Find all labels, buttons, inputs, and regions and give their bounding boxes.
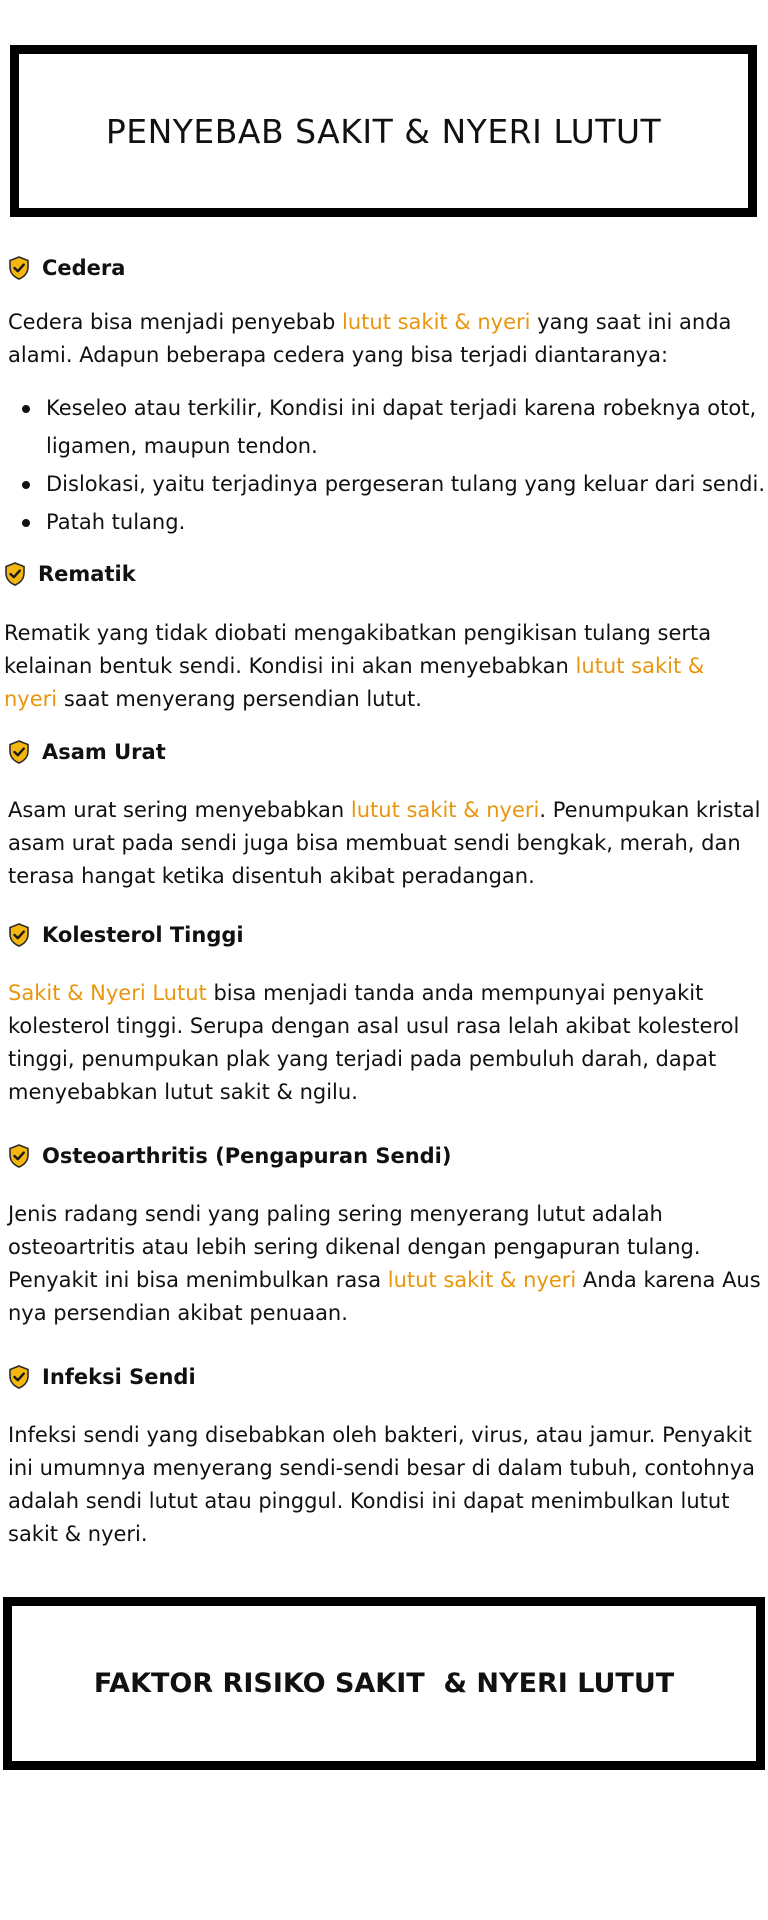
section-heading-label: Asam Urat xyxy=(42,740,166,764)
highlight-link: lutut sakit & nyeri xyxy=(4,654,705,711)
section-text-infeksi: Infeksi sendi yang disebabkan oleh bakteri, virus, atau jamur. Penyakit ini umumnya menyerang sendi-sendi besar di dalam tubuh, contohnya adalah sendi lutut atau pinggul. Kondisi ini dapat menimbulkan lutut sakit & nyeri. xyxy=(8,1423,756,1546)
list-item: Dislokasi, yaitu terjadinya pergeseran tulang yang keluar dari sendi. xyxy=(10,465,768,503)
section-text-kolesterol: Sakit & Nyeri Lutut bisa menjadi tanda anda mempunyai penyakit kolesterol tinggi. Serupa dengan asal usul rasa lelah akibat kolesterol tinggi, penumpukan plak yang terjadi pada pembuluh darah, dapat menyebabkan lutut sakit & ngilu. xyxy=(8,981,740,1104)
shield-check-icon xyxy=(8,923,30,947)
highlight-link: Sakit & Nyeri Lutut xyxy=(8,981,207,1005)
highlight-link: lutut sakit & nyeri xyxy=(350,798,540,822)
footer-title-box xyxy=(3,1597,765,1770)
shield-check-icon xyxy=(8,1365,30,1389)
highlight-link: lutut sakit & nyeri xyxy=(387,1268,577,1292)
section-heading-cedera xyxy=(8,256,125,280)
list-item: Keseleo atau terkilir, Kondisi ini dapat terjadi karena robeknya otot, ligamen, maupun tendon. xyxy=(10,389,768,465)
shield-check-icon xyxy=(8,1144,30,1168)
section-heading-label: Rematik xyxy=(38,562,136,586)
section-text-cedera: Cedera bisa menjadi penyebab lutut sakit & nyeri yang saat ini anda alami. Adapun beberapa cedera yang bisa terjadi diantaranya: xyxy=(8,310,732,367)
section-heading-kolesterol xyxy=(8,923,244,947)
header-title-box xyxy=(10,45,757,217)
section-heading-rematik xyxy=(4,562,136,586)
section-text-osteoarthritis: Jenis radang sendi yang paling sering menyerang lutut adalah osteoartritis atau lebih sering dikenal dengan pengapuran tulang. Penyakit ini bisa menimbulkan rasa lutut sakit & nyeri Anda karena Aus nya persendian akibat penuaan. xyxy=(8,1202,761,1325)
section-heading-osteoarthritis xyxy=(8,1144,451,1168)
shield-check-icon xyxy=(8,740,30,764)
section-heading-label: Kolesterol Tinggi xyxy=(42,923,244,947)
cedera-bullet-list xyxy=(10,389,768,541)
section-title-risk-factors: FAKTOR RISIKO SAKIT & NYERI LUTUT xyxy=(93,1668,675,1699)
shield-check-icon xyxy=(4,562,26,586)
page-title: PENYEBAB SAKIT & NYERI LUTUT xyxy=(105,111,662,151)
section-heading-asam-urat xyxy=(8,740,166,764)
section-heading-label: Cedera xyxy=(42,256,126,280)
section-heading-label: Infeksi Sendi xyxy=(42,1365,196,1389)
section-heading-label: Osteoarthritis (Pengapuran Sendi) xyxy=(42,1144,452,1168)
section-text-rematik: Rematik yang tidak diobati mengakibatkan pengikisan tulang serta kelainan bentuk sendi. Kondisi ini akan menyebabkan lutut sakit & nyeri saat menyerang persendian lutut. xyxy=(4,621,712,711)
section-heading-infeksi xyxy=(8,1365,196,1389)
shield-check-icon xyxy=(8,256,30,280)
section-text-asam-urat: Asam urat sering menyebabkan lutut sakit & nyeri. Penumpukan kristal asam urat pada sendi juga bisa membuat sendi bengkak, merah, dan terasa hangat ketika disentuh akibat peradangan. xyxy=(8,798,761,888)
list-item: Patah tulang. xyxy=(10,503,768,541)
highlight-link: lutut sakit & nyeri xyxy=(342,310,531,334)
